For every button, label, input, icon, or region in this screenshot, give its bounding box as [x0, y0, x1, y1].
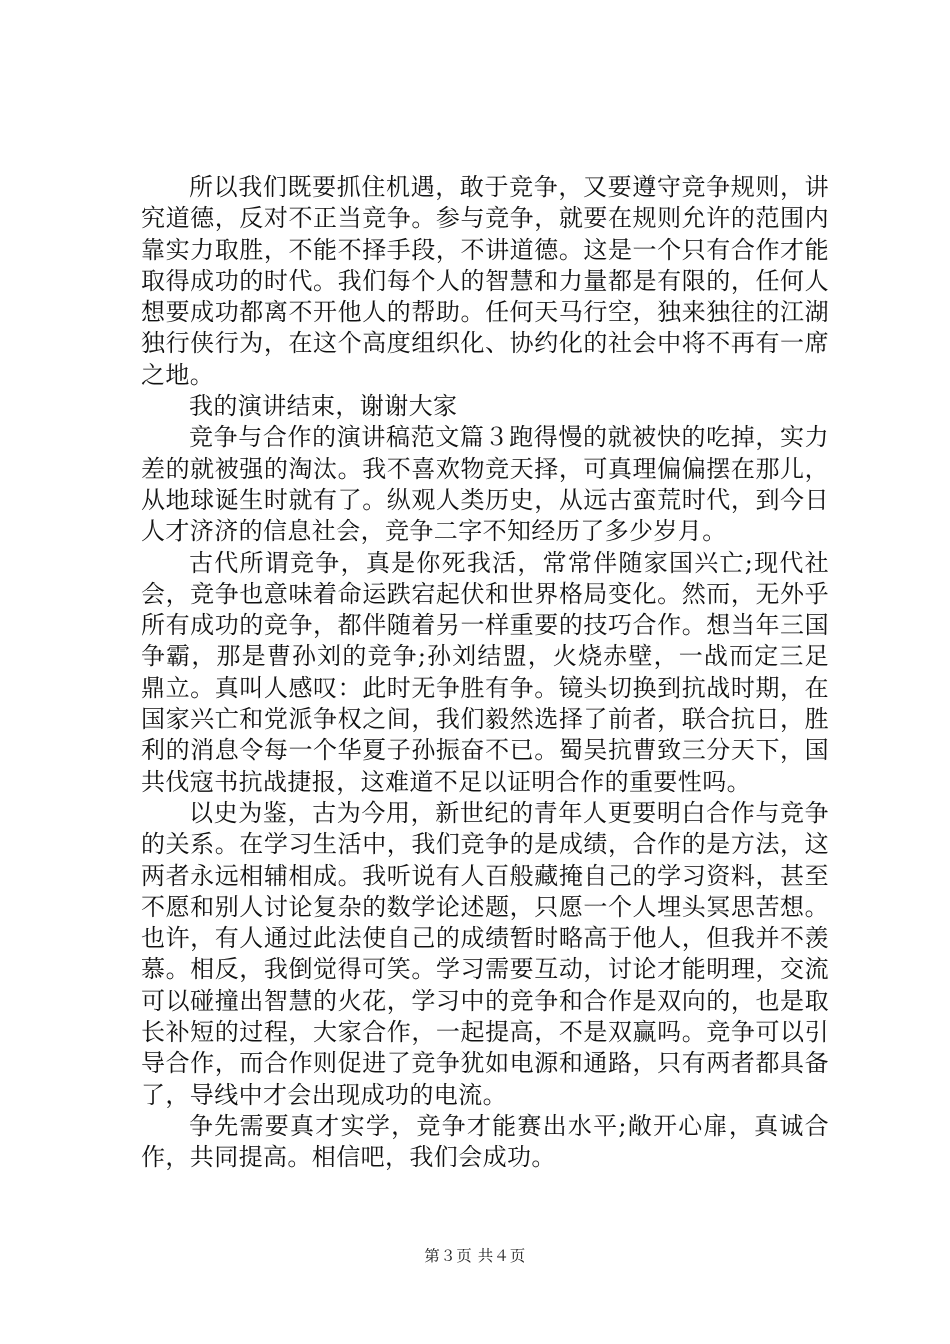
- paragraph: 我的演讲结束，谢谢大家: [189, 392, 458, 421]
- paragraph: 古代所谓竞争，真是你死我活，常常伴随家国兴亡;现代社会，竞争也意味着命运跌宕起伏和世界格局变化。然而，无外乎所有成功的竞争，都伴随着另一样重要的技巧合作。想当年三国争霸，那是曹孙刘的竞争;孙刘结盟，火烧赤壁，一战而定三足鼎立。真叫人感叹：此时无争胜有争。镜头切换到抗战时期，在国家兴亡和党派争权之间，我们毅然选择了前者，联合抗日，胜利的消息令每一个华夏子孙振奋不已。蜀吴抗曹致三分天下，国共伐寇书抗战捷报，这难道不足以证明合作的重要性吗。: [141, 548, 829, 796]
- document-body: [141, 172, 829, 1174]
- paragraph: 所以我们既要抓住机遇，敢于竞争，又要遵守竞争规则，讲究道德，反对不正当竞争。参与竞争，就要在规则允许的范围内靠实力取胜，不能不择手段，不讲道德。这是一个只有合作才能取得成功的时代。我们每个人的智慧和力量都是有限的，任何人想要成功都离不开他人的帮助。任何天马行空，独来独往的江湖独行侠行为，在这个高度组织化、协约化的社会中将不再有一席之地。: [141, 173, 829, 389]
- page-number-footer: 第３页 共４页: [424, 1247, 526, 1265]
- paragraph: 竞争与合作的演讲稿范文篇３跑得慢的就被快的吃掉，实力差的就被强的淘汰。我不喜欢物竞天择，可真理偏偏摆在那儿，从地球诞生时就有了。纵观人类历史，从远古蛮荒时代，到今日人才济济的信息社会，竞争二字不知经历了多少岁月。: [141, 423, 829, 546]
- paragraph: 以史为鉴，古为今用，新世纪的青年人更要明白合作与竞争的关系。在学习生活中，我们竞争的是成绩，合作的是方法，这两者永远相辅相成。我听说有人百般藏掩自己的学习资料，甚至不愿和别人讨论复杂的数学论述题，只愿一个人埋头冥思苦想。也许，有人通过此法使自己的成绩暂时略高于他人，但我并不羡慕。相反，我倒觉得可笑。学习需要互动，讨论才能明理，交流可以碰撞出智慧的火花，学习中的竞争和合作是双向的，也是取长补短的过程，大家合作，一起提高，不是双赢吗。竞争可以引导合作，而合作则促进了竞争犹如电源和通路，只有两者都具备了，导线中才会出现成功的电流。: [141, 798, 829, 1109]
- paragraph: 争先需要真才实学，竞争才能赛出水平;敞开心扉，真诚合作，共同提高。相信吧，我们会成功。: [141, 1111, 829, 1172]
